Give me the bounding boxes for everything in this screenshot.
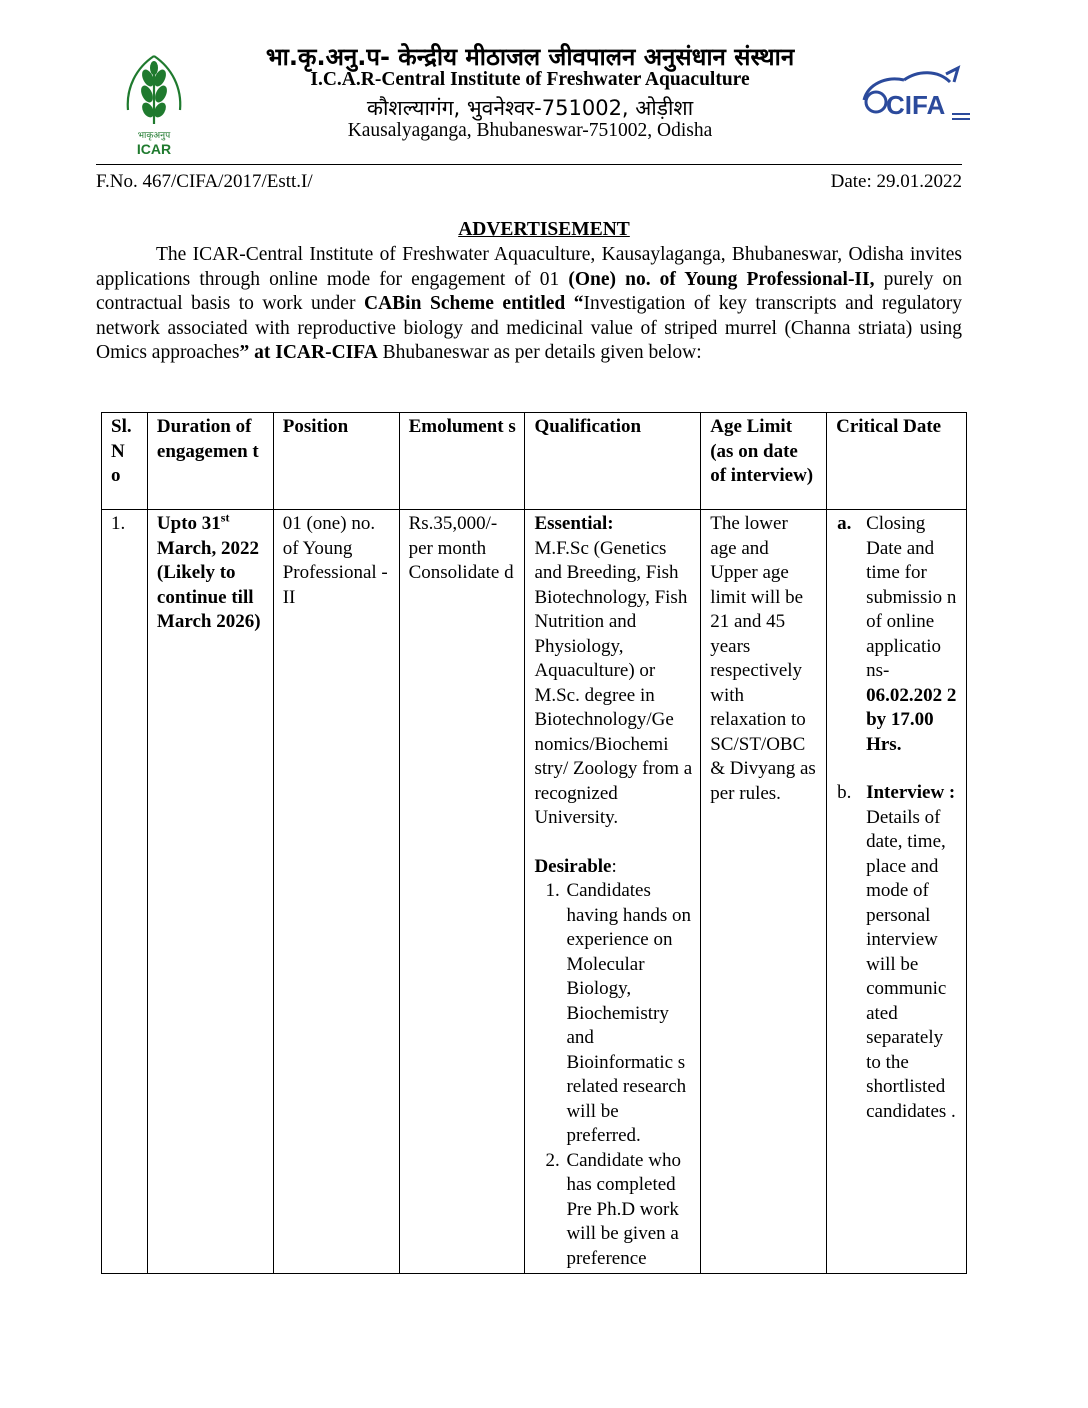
intro-text: The ICAR-Central Institute of Freshwater Aquaculture, Kausaylaganga, Bhubaneswar, Odisha invites applications through online mode for engagement of 01 [96,244,962,290]
critical-a-text: Closing Date and time for submissio n of online applicatio ns- [866,513,957,681]
intro-bold-institute: ” at ICAR-CIFA [239,342,378,363]
table-row [102,510,967,1274]
closing-date: 06.02.202 2 by 17.00 Hrs. [866,684,957,755]
cell-duration [147,510,273,1274]
intro-text: Bhubaneswar as per details given below: [377,342,702,363]
document-date: Date: 29.01.2022 [830,171,962,192]
cell-emoluments: Rs.35,000/- per month Consolidate d [399,510,525,1274]
critical-a-marker: a. [837,513,852,534]
desirable-label: Desirable [534,855,612,877]
desirable-heading [534,855,692,880]
icar-logo [118,48,190,160]
intro-project-title: Investigation of key transcripts and regulatory network associated with reproductive biology and medicinal value of striped murrel (Channa striata) using Omics approaches [96,293,963,363]
critical-date-list [836,512,958,1124]
institute-name-hindi: भा.कृ.अनु.प- केन्द्रीय मीठाजल जीवपालन अनुसंधान संस्थान [265,43,795,71]
desirable-list [534,879,692,1271]
cell-sl-no: 1. [102,510,148,1274]
cell-position: 01 (one) no. of Young Professional -II [273,510,399,1274]
advertisement-title: ADVERTISEMENT [458,219,630,240]
critical-b-text: Details of date, time, place and mode of personal interview will be communic ated separately to the shortlisted candidates . [866,806,956,1122]
cifa-logo [858,64,974,124]
intro-bold-position: (One) no. of Young Professional-II, [568,268,875,290]
duration-ordinal: st [220,510,230,525]
icar-logo-text: ICAR [136,141,172,157]
header-critical-date: Critical Date [827,413,967,510]
list-item [837,781,958,1124]
list-item: 2. Candidate who has completed Pre Ph.D work will be given a preference [564,1149,692,1272]
list-item [837,512,958,757]
intro-paragraph [96,243,962,366]
duration-upto: Upto 31 [156,513,221,534]
interview-label: Interview : [866,782,956,803]
header-position: Position [273,413,399,510]
cell-age-limit: The lower age and Upper age limit will be 21 and 45 years respectively with relaxation to SC/ST/OBC & Divyang as per rules. [701,510,827,1274]
cell-critical-date [827,510,967,1274]
file-number: F.No. 467/CIFA/2017/Estt.I/ [96,171,313,192]
essential-label: Essential: [534,513,614,534]
intro-text: purely on contractual basis to work under [96,268,962,314]
header-duration: Duration of engagemen t [147,413,273,510]
header-divider [96,164,962,165]
institute-name-english: I.C.A.R-Central Institute of Freshwater Aquaculture [310,69,750,90]
icar-logo-hindi: भाकृअनुप [137,131,171,141]
header-age-limit: Age Limit (as on date of interview) [701,413,827,510]
critical-b-marker: b. [837,782,852,803]
table-header-row [102,413,967,510]
duration-rest: March, 2022 (Likely to continue till March 2026) [156,537,261,632]
address-hindi: कौशल्यागंग, भुवनेश्वर-751002, ओड़ीशा [366,96,694,120]
desirable-colon: : [611,855,617,877]
cell-qualification [525,510,701,1274]
intro-bold-scheme: CABin Scheme entitled “ [364,293,584,314]
address-english: Kausalyaganga, Bhubaneswar-751002, Odisha [347,120,713,141]
cifa-logo-text: CIFA [886,90,946,120]
header-qualification: Qualification [525,413,701,510]
header-sl-no: Sl. N o [102,413,148,510]
essential-text: M.F.Sc (Genetics and Breeding, Fish Biotechnology, Fish Nutrition and Physiology, Aquaculture) or M.Sc. degree in Biotechnology/Ge nomics/Biochemi stry/ Zoology from a recognized University. [534,537,693,828]
list-item: 1. Candidates having hands on experience on Molecular Biology, Biochemistry and Bioinformatic s related research will be preferred. [564,879,692,1149]
header-emoluments: Emolument s [399,413,525,510]
vacancy-table [101,412,967,1274]
